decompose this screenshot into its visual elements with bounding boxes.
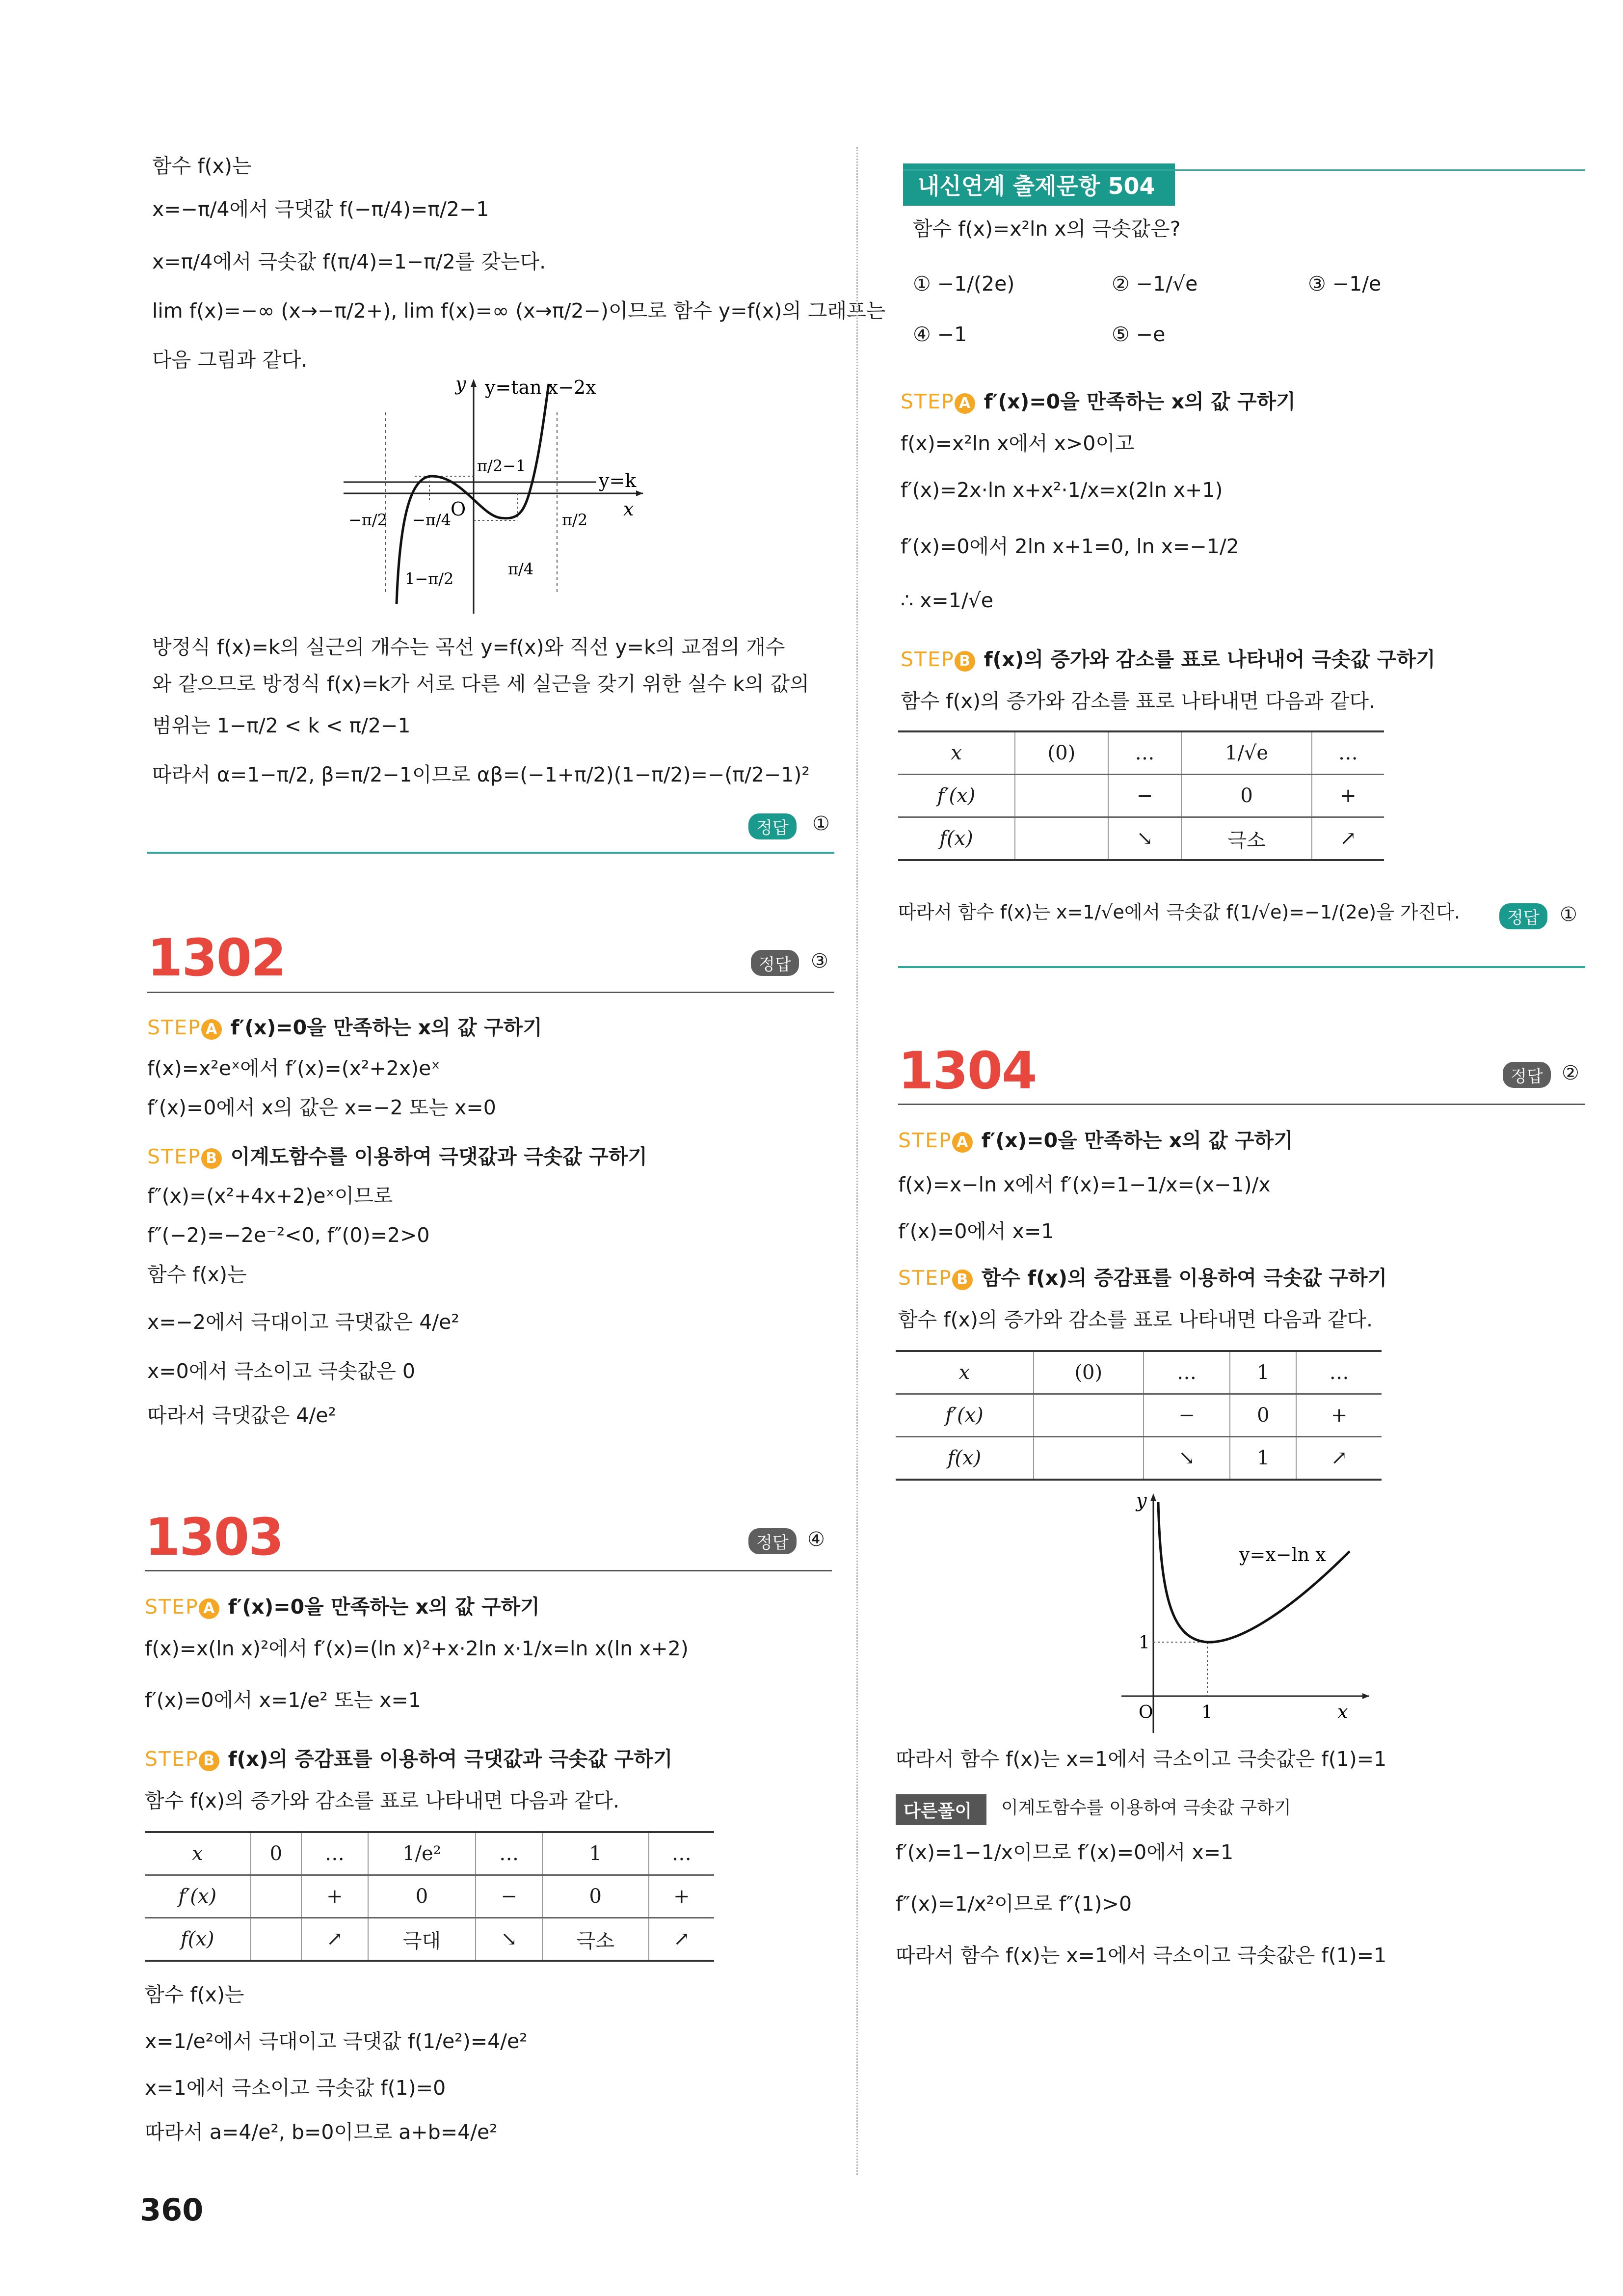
choice-1: ① −1/(2e)	[913, 272, 1015, 296]
conclusion-1304: 따라서 함수 f(x)는 x=1에서 극소이고 극솟값은 f(1)=1	[896, 1747, 1387, 1771]
line-1303-c2: x=1/e²에서 극대이고 극댓값 f(1/e²)=4/e²	[145, 2029, 528, 2053]
alt-solution-tag: 다른풀이	[896, 1794, 986, 1825]
x-axis-arrow	[1362, 1693, 1369, 1699]
origin-label: O	[451, 498, 466, 520]
step-a-1304: STEP A f′(x)=0을 만족하는 x의 값 구하기	[898, 1129, 1293, 1152]
section-rule	[147, 852, 834, 854]
table-intro-504: 함수 f(x)의 증가와 감소를 표로 나타내면 다음과 같다.	[901, 689, 1376, 713]
line-1302-b4: x=−2에서 극대이고 극댓값은 4/e²	[147, 1310, 459, 1334]
conclusion-line-2: 와 같으므로 방정식 f(x)=k가 서로 다른 세 실근을 갖기 위한 실수 k의 값의	[152, 672, 809, 696]
line-1302-b5: x=0에서 극소이고 극솟값은 0	[147, 1359, 415, 1383]
step-a-504: STEP A f′(x)=0을 만족하는 x의 값 구하기	[901, 390, 1296, 413]
curve-label: y=tan x−2x	[485, 377, 596, 398]
problem-number-1302: 1302	[147, 928, 286, 988]
answer-1304: ②	[1562, 1062, 1579, 1084]
answer-badge-1303: 정답	[748, 1528, 797, 1554]
tick-x-1: 1	[1201, 1702, 1213, 1723]
y-axis-label: y	[455, 373, 466, 395]
choice-5: ⑤ −e	[1112, 323, 1166, 346]
line-1303-c4: 따라서 a=4/e², b=0이므로 a+b=4/e²	[145, 2120, 498, 2144]
tick-y-1: 1	[1139, 1633, 1150, 1653]
line-1302-b1: f″(x)=(x²+4x+2)eˣ이므로	[147, 1184, 393, 1208]
choice-2: ② −1/√e	[1112, 272, 1198, 296]
line-1302-b6: 따라서 극댓값은 4/e²	[147, 1404, 336, 1427]
alt-solution-title: 이계도함수를 이용하여 극솟값 구하기	[1001, 1798, 1291, 1818]
table-row: f(x) ↘ 극소 ↗	[898, 817, 1384, 861]
answer-badge-504: 정답	[1499, 903, 1547, 929]
naesin-rule	[903, 169, 1585, 171]
choice-4: ④ −1	[913, 323, 967, 346]
problem-number-1303: 1303	[145, 1507, 283, 1567]
origin-label: O	[1139, 1702, 1153, 1723]
max-label: π/2−1	[477, 457, 526, 475]
line-504-a1: f(x)=x²ln x에서 x>0이고	[901, 432, 1135, 455]
table-row: f′(x) + 0 − 0 +	[145, 1875, 714, 1918]
tick-neg-half-pi: −π/2	[348, 511, 387, 529]
line-1303-c1: 함수 f(x)는	[145, 1983, 244, 2006]
table-row: f′(x) − 0 +	[896, 1394, 1382, 1437]
choice-3: ③ −1/e	[1308, 272, 1382, 296]
y-axis-label: y	[1136, 1490, 1147, 1512]
section-rule-right	[898, 966, 1585, 968]
answer-badge-1301: 정답	[748, 813, 797, 839]
problem-rule-1303	[145, 1570, 832, 1571]
line-1303-c3: x=1에서 극소이고 극솟값 f(1)=0	[145, 2076, 446, 2100]
answer-1303: ④	[807, 1528, 825, 1551]
intro-line-5: 다음 그림과 같다.	[152, 348, 308, 372]
min-label: 1−π/2	[405, 569, 454, 588]
x-axis-label: x	[623, 498, 634, 520]
tick-quarter-pi: π/4	[508, 560, 534, 578]
table-row: f(x) ↗ 극대 ↘ 극소 ↗	[145, 1918, 714, 1961]
conclusion-line-4: 따라서 α=1−π/2, β=π/2−1이므로 αβ=(−1+π/2)(1−π/2)=−(π/2−1)²	[152, 763, 810, 786]
variation-table-1303	[145, 1831, 714, 1962]
intro-line-2: x=−π/4에서 극댓값 f(−π/4)=π/2−1	[152, 197, 489, 221]
table-intro-1304: 함수 f(x)의 증가와 감소를 표로 나타내면 다음과 같다.	[898, 1308, 1373, 1331]
line-504-a3: f′(x)=0에서 2ln x+1=0, ln x=−1/2	[901, 535, 1239, 558]
line-1304-a2: f′(x)=0에서 x=1	[898, 1219, 1054, 1243]
line-1302-a2: f′(x)=0에서 x의 값은 x=−2 또는 x=0	[147, 1096, 496, 1119]
intro-line-1: 함수 f(x)는	[152, 154, 252, 178]
table-row: f(x) ↘ 1 ↗	[896, 1437, 1382, 1480]
line-1303-a2: f′(x)=0에서 x=1/e² 또는 x=1	[145, 1688, 421, 1712]
line-1302-a1: f(x)=x²eˣ에서 f′(x)=(x²+2x)eˣ	[147, 1056, 440, 1080]
line-504-a4: ∴ x=1/√e	[901, 589, 993, 612]
tick-neg-quarter-pi: −π/4	[412, 511, 451, 529]
table-row: f′(x) − 0 +	[898, 775, 1384, 817]
step-b-504: STEP B f(x)의 증가와 감소를 표로 나타내어 극솟값 구하기	[901, 648, 1436, 671]
page-number: 360	[140, 2192, 204, 2228]
line-504-a2: f′(x)=2x·ln x+x²·1/x=x(2ln x+1)	[901, 478, 1223, 502]
table-intro-1303: 함수 f(x)의 증가와 감소를 표로 나타내면 다음과 같다.	[145, 1789, 620, 1812]
problem-number-1304: 1304	[898, 1041, 1037, 1101]
line-1304-alt2: f″(x)=1/x²이므로 f″(1)>0	[896, 1892, 1132, 1916]
line-1302-b2: f″(−2)=−2e⁻²<0, f″(0)=2>0	[147, 1223, 430, 1247]
line-1303-a1: f(x)=x(ln x)²에서 f′(x)=(ln x)²+x·2ln x·1/x=ln x(ln x+2)	[145, 1637, 689, 1660]
curve-label: y=x−ln x	[1239, 1544, 1326, 1566]
tan-graph	[339, 373, 672, 619]
step-b-1302: STEP B 이계도함수를 이용하여 극댓값과 극솟값 구하기	[147, 1145, 647, 1168]
line-1304-alt3: 따라서 함수 f(x)는 x=1에서 극소이고 극솟값은 f(1)=1	[896, 1944, 1387, 1967]
variation-table-1304	[896, 1350, 1382, 1481]
xlnx-graph	[1109, 1487, 1384, 1738]
xlnx-curve	[1158, 1502, 1350, 1642]
conclusion-line-3: 범위는 1−π/2 < k < π/2−1	[152, 714, 411, 737]
step-a-1303: STEP A f′(x)=0을 만족하는 x의 값 구하기	[145, 1595, 540, 1619]
answer-1301: ①	[812, 812, 830, 835]
line-1302-b3: 함수 f(x)는	[147, 1263, 247, 1286]
y-axis-arrow	[1150, 1493, 1156, 1501]
naesin-tag: 내신연계 출제문항 504	[903, 163, 1175, 206]
problem-rule-1302	[147, 992, 834, 993]
step-b-1304: STEP B 함수 f(x)의 증감표를 이용하여 극솟값 구하기	[898, 1266, 1387, 1290]
conclusion-504: 따라서 함수 f(x)는 x=1/√e에서 극솟값 f(1/√e)=−1/(2e)을 가진다.	[898, 901, 1461, 923]
answer-1302: ③	[811, 950, 828, 972]
x-axis-label: x	[1337, 1701, 1348, 1723]
intro-line-3: x=π/4에서 극솟값 f(π/4)=1−π/2를 갖는다.	[152, 250, 546, 273]
line-1304-alt1: f′(x)=1−1/x이므로 f′(x)=0에서 x=1	[896, 1840, 1234, 1864]
answer-badge-1302: 정답	[751, 950, 799, 976]
column-divider	[856, 147, 858, 2175]
y-axis-arrow	[471, 379, 477, 387]
variation-table-504	[898, 730, 1384, 861]
tick-half-pi: π/2	[562, 511, 588, 529]
question-504: 함수 f(x)=x²ln x의 극솟값은?	[913, 217, 1181, 241]
step-b-1303: STEP B f(x)의 증감표를 이용하여 극댓값과 극솟값 구하기	[145, 1747, 673, 1771]
intro-line-4: lim f(x)=−∞ (x→−π/2+), lim f(x)=∞ (x→π/2−)이므로 함수 y=f(x)의 그래프는	[152, 299, 886, 323]
table-row: x (0) … 1 …	[896, 1351, 1382, 1394]
line-k-label: y=k	[599, 470, 637, 491]
line-1304-a1: f(x)=x−ln x에서 f′(x)=1−1/x=(x−1)/x	[898, 1173, 1271, 1196]
answer-badge-1304: 정답	[1503, 1062, 1551, 1088]
conclusion-line-1: 방정식 f(x)=k의 실근의 개수는 곡선 y=f(x)와 직선 y=k의 교점의 개수	[152, 635, 785, 659]
problem-rule-1304	[898, 1104, 1585, 1105]
x-axis-arrow	[636, 490, 643, 496]
answer-504: ①	[1560, 903, 1577, 926]
step-a-1302: STEP A f′(x)=0을 만족하는 x의 값 구하기	[147, 1016, 542, 1039]
table-row: x 0 … 1/e² … 1 …	[145, 1832, 714, 1875]
table-row: x (0) … 1/√e …	[898, 731, 1384, 775]
